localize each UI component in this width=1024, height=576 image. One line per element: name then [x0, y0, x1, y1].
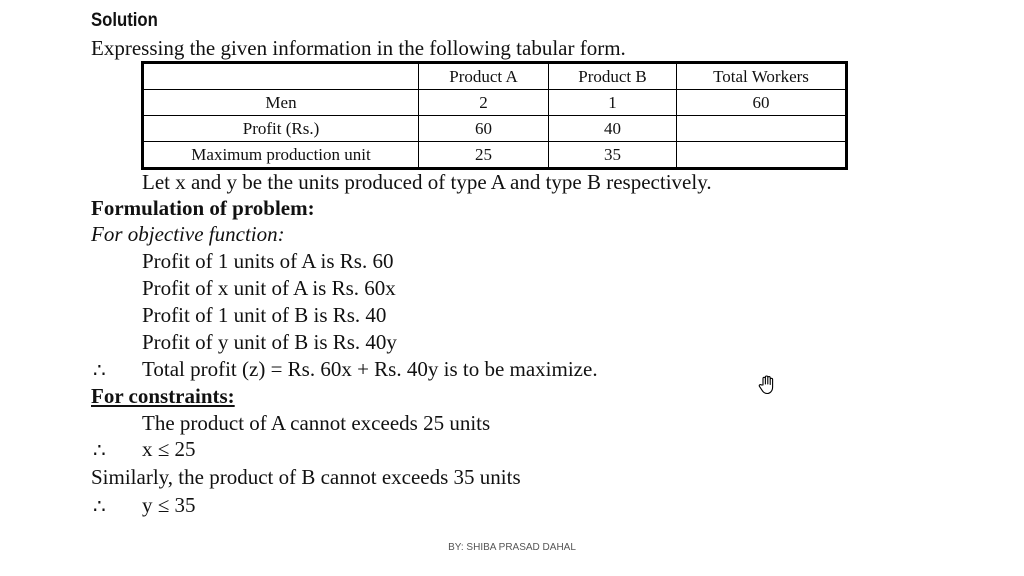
- table-cell: [677, 142, 847, 169]
- objective-heading: For objective function:: [91, 222, 285, 246]
- table-cell: 2: [419, 90, 549, 116]
- table-header-cell: Product B: [549, 63, 677, 90]
- therefore-symbol: ∴: [93, 496, 106, 518]
- table-cell: 1: [549, 90, 677, 116]
- constraint-b-math: y ≤ 35: [142, 493, 196, 517]
- constraints-heading: For constraints:: [91, 384, 235, 408]
- constraint-a-math: x ≤ 25: [142, 437, 196, 461]
- table-row: [143, 90, 847, 116]
- table-cell: 25: [419, 142, 549, 169]
- info-table: [141, 61, 848, 170]
- table-header-cell: [143, 63, 419, 90]
- objective-line: Profit of 1 unit of B is Rs. 40: [142, 303, 387, 327]
- table-cell: Profit (Rs.): [143, 116, 419, 142]
- table-cell: 35: [549, 142, 677, 169]
- table-cell: Maximum production unit: [143, 142, 419, 169]
- let-statement: Let x and y be the units produced of type A and type B respectively.: [142, 170, 712, 194]
- intro-text: Expressing the given information in the following tabular form.: [91, 36, 626, 60]
- table-row: [143, 142, 847, 169]
- constraint-b-text: Similarly, the product of B cannot exceeds 35 units: [91, 465, 521, 489]
- objective-line: Profit of 1 units of A is Rs. 60: [142, 249, 394, 273]
- hand-cursor-icon: [756, 374, 778, 396]
- table-cell: 40: [549, 116, 677, 142]
- table-cell: [677, 116, 847, 142]
- objective-line: Profit of x unit of A is Rs. 60x: [142, 276, 396, 300]
- table-cell: Men: [143, 90, 419, 116]
- table-cell: 60: [677, 90, 847, 116]
- table-header-cell: Product A: [419, 63, 549, 90]
- table-header-cell: Total Workers: [677, 63, 847, 90]
- formulation-heading: Formulation of problem:: [91, 196, 315, 220]
- table-header-row: [143, 63, 847, 90]
- solution-heading: Solution: [91, 10, 158, 31]
- objective-line: Profit of y unit of B is Rs. 40y: [142, 330, 397, 354]
- therefore-symbol: ∴: [93, 440, 106, 462]
- total-profit-line: Total profit (z) = Rs. 60x + Rs. 40y is to be maximize.: [142, 357, 598, 381]
- table-cell: 60: [419, 116, 549, 142]
- therefore-symbol: ∴: [93, 360, 106, 382]
- constraint-a-text: The product of A cannot exceeds 25 units: [142, 411, 491, 435]
- footer-credit: BY: SHIBA PRASAD DAHAL: [448, 542, 576, 553]
- table-row: [143, 116, 847, 142]
